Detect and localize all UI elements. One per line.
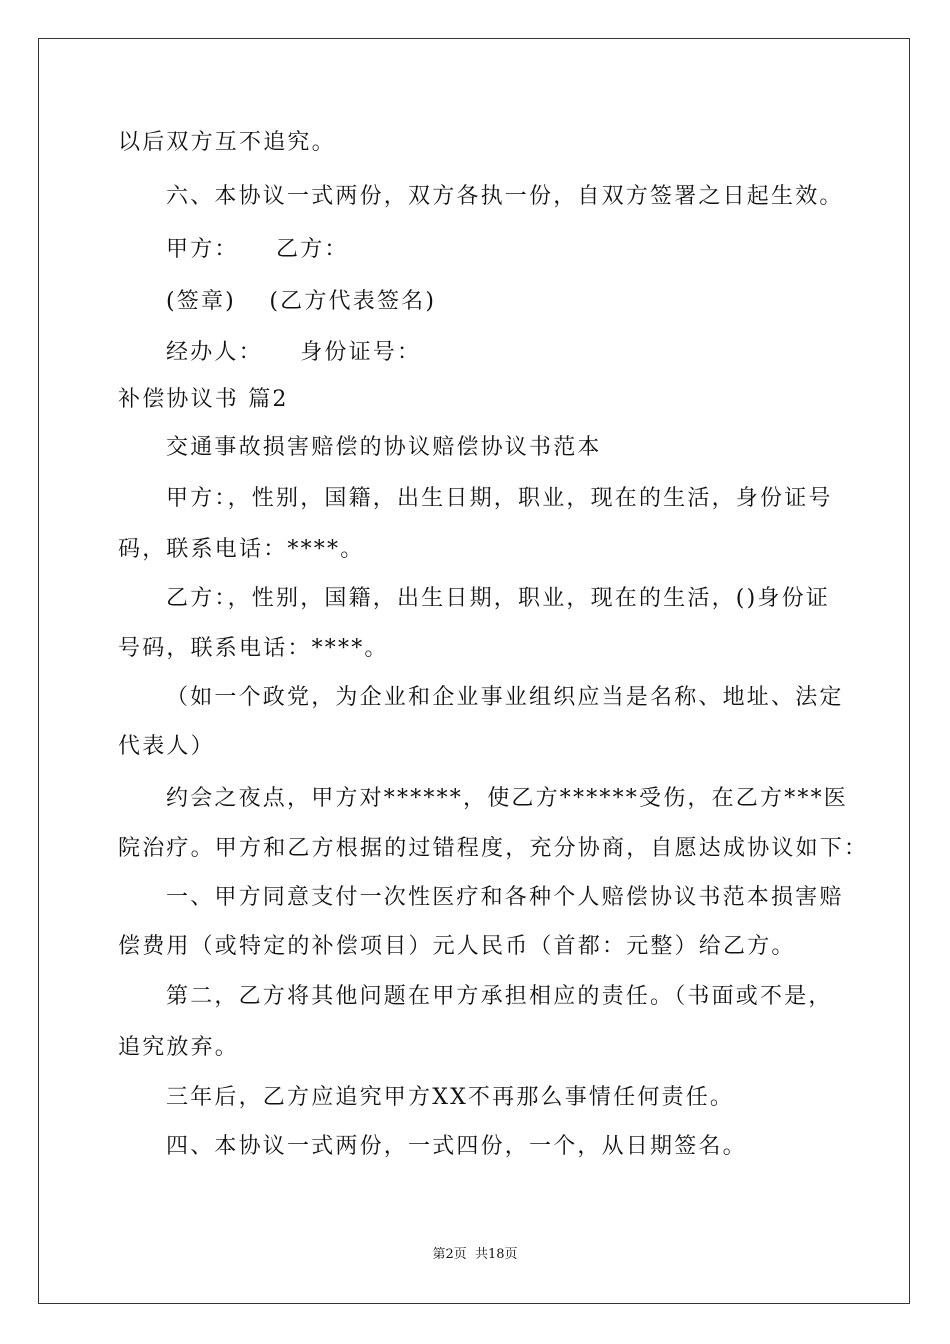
clause-one: 一、甲方同意支付一次性医疗和各种个人赔偿协议书范本损害赔	[166, 885, 844, 910]
party-b-info: 乙方：，性别，国籍，出生日期，职业，现在的生活，()身份证	[166, 586, 830, 611]
incident-description-cont: 院治疗。甲方和乙方根据的过错程度，充分协商，自愿达成协议如下：	[118, 836, 869, 861]
clause-two-cont: 追究放弃。	[118, 1035, 240, 1060]
clause-four: 四、本协议一式两份，一式四份，一个，从日期签名。	[166, 1134, 747, 1159]
page-total: 共18页	[474, 1247, 518, 1262]
party-a-info: 甲方：，性别，国籍，出生日期，职业，现在的生活，身份证号	[166, 486, 833, 511]
party-a-info-cont: 码，联系电话：****。	[118, 537, 365, 562]
section-heading: 补偿协议书 篇2	[118, 387, 289, 412]
party-b-info-cont: 号码，联系电话：****。	[118, 636, 389, 661]
text-line: 以后双方互不追究。	[118, 130, 336, 155]
page-footer	[0, 1246, 950, 1264]
document-title: 交通事故损害赔偿的协议赔偿协议书范本	[166, 435, 602, 460]
clause-one-cont: 偿费用（或特定的补偿项目）元人民币（首都：元整）给乙方。	[118, 934, 796, 959]
organization-note: （如一个政党，为企业和企业事业组织应当是名称、地址、法定	[166, 685, 844, 710]
clause-three: 三年后，乙方应追究甲方XX不再那么事情任何责任。	[166, 1085, 735, 1110]
clause-six: 六、本协议一式两份，双方各执一份，自双方签署之日起生效。	[166, 184, 844, 209]
page-border	[38, 38, 910, 1304]
page-number: 第2页	[432, 1247, 467, 1262]
seal-labels: (签章) (乙方代表签名)	[166, 289, 437, 314]
clause-two: 第二，乙方将其他问题在甲方承担相应的责任。（书面或不是，	[166, 984, 833, 1009]
organization-note-cont: 代表人）	[118, 734, 215, 759]
incident-description: 约会之夜点，甲方对******，使乙方******受伤，在乙方***医	[166, 786, 849, 811]
handler-id-labels: 经办人： 身份证号：	[166, 340, 422, 365]
party-signature-labels: 甲方： 乙方：	[166, 237, 349, 262]
